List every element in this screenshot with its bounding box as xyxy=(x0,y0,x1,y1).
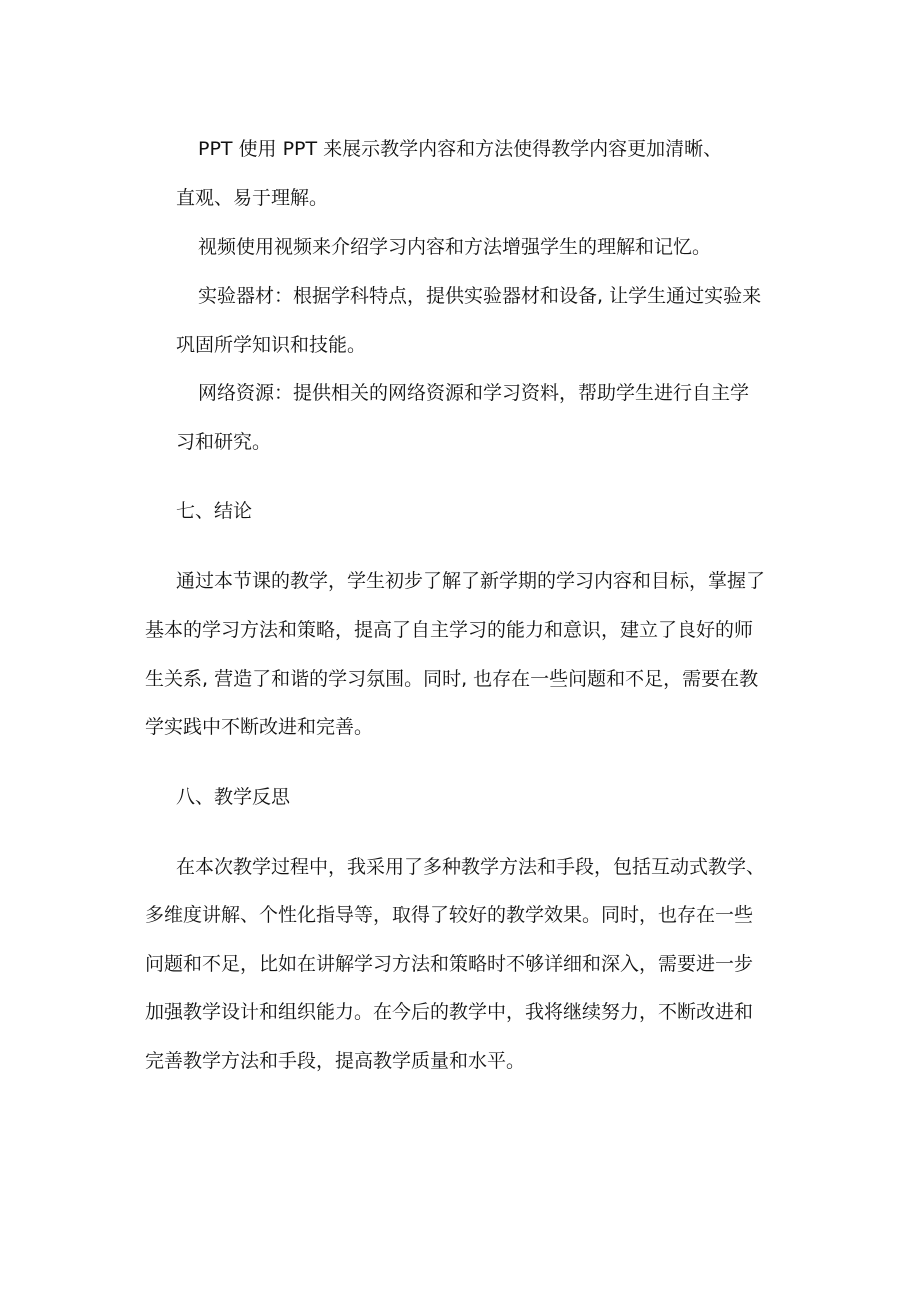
conclusion-paragraph-line: 通过本节课的教学，学生初步了解了新学期的学习内容和目标，掌握了 xyxy=(176,570,766,592)
resource-ppt-text-continued: 直观、易于理解。 xyxy=(176,187,329,209)
reflection-paragraph-line: 在本次教学过程中，我采用了多种教学方法和手段，包括互动式教学、 xyxy=(176,856,766,878)
reflection-paragraph-line: 多维度讲解、个性化指导等，取得了较好的教学效果。同时，也存在一些 xyxy=(145,904,754,926)
conclusion-paragraph-line: 基本的学习方法和策略，提高了自主学习的能力和意识，建立了良好的师 xyxy=(145,619,754,641)
resource-lab-text-continued: 巩固所学知识和技能。 xyxy=(176,334,367,356)
resource-web-text-continued: 习和研究。 xyxy=(176,431,272,453)
section-heading-reflection: 八、教学反思 xyxy=(176,786,291,808)
conclusion-paragraph-line: 学实践中不断改进和完善。 xyxy=(145,716,374,738)
resource-ppt-text: PPT 使用 PPT 来展示教学内容和方法使得教学内容更加清晰、 xyxy=(198,138,723,160)
conclusion-paragraph-line: 生关系, 营造了和谐的学习氛围。同时, 也存在一些问题和不足，需要在教 xyxy=(145,668,759,690)
resource-web-text: 网络资源：提供相关的网络资源和学习资料，帮助学生进行自主学 xyxy=(198,382,750,404)
section-heading-conclusion: 七、结论 xyxy=(176,500,253,522)
resource-lab-text: 实验器材：根据学科特点，提供实验器材和设备, 让学生通过实验来 xyxy=(198,285,762,307)
resource-video-text: 视频使用视频来介绍学习内容和方法增强学生的理解和记忆。 xyxy=(198,236,712,258)
reflection-paragraph-line: 加强教学设计和组织能力。在今后的教学中，我将继续努力，不断改进和 xyxy=(145,1001,754,1023)
reflection-paragraph-line: 问题和不足，比如在讲解学习方法和策略时不够详细和深入，需要进一步 xyxy=(145,953,754,975)
reflection-paragraph-line: 完善教学方法和手段，提高教学质量和水平。 xyxy=(145,1050,526,1072)
